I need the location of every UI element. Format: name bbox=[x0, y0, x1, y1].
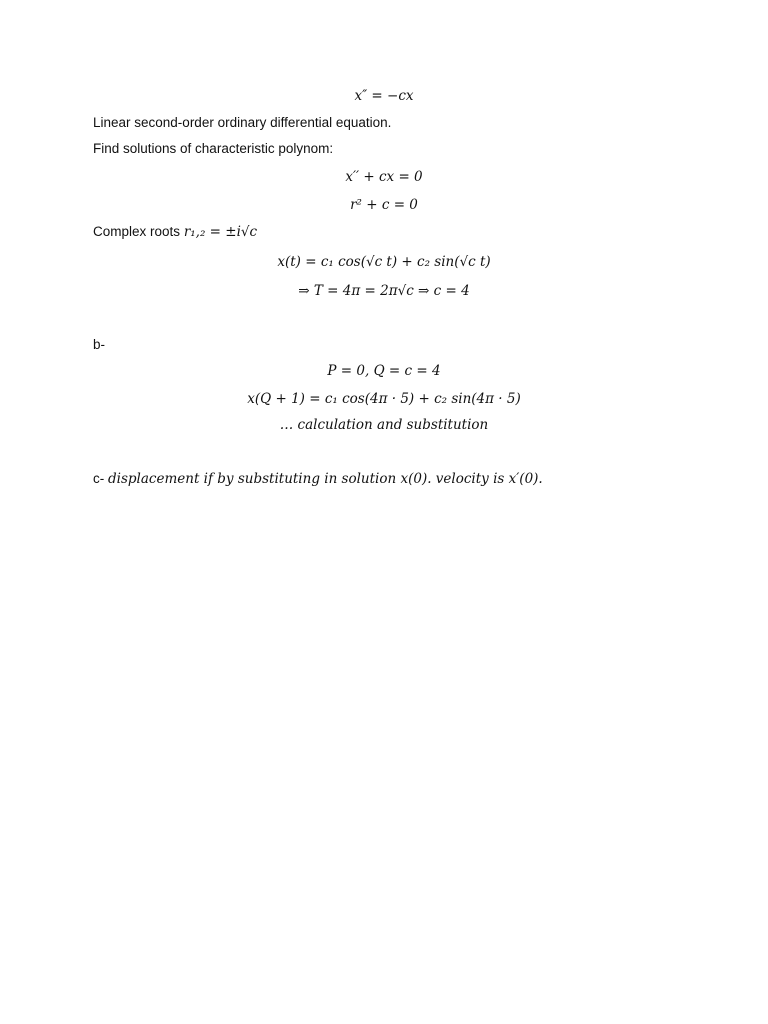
equation-homogeneous: x′′ + cx = 0 bbox=[345, 169, 423, 185]
equation-p-q: P = 0, Q = c = 4 bbox=[327, 363, 441, 379]
equation-substitution: x(Q + 1) = c₁ cos(4π · 5) + c₂ sin(4π · 5) bbox=[247, 391, 521, 407]
section-c-line bbox=[93, 471, 543, 487]
complex-roots-line bbox=[93, 224, 257, 240]
equation-characteristic: r² + c = 0 bbox=[350, 197, 418, 213]
complex-roots-label: Complex roots bbox=[93, 224, 181, 239]
equation-general-solution: x(t) = c₁ cos(√c t) + c₂ sin(√c t) bbox=[277, 254, 491, 270]
section-b-label: b- bbox=[93, 337, 106, 352]
equation-main: x″ = −cx bbox=[354, 88, 414, 104]
section-c-label: c- bbox=[93, 471, 105, 486]
equation-period: ⇒ T = 4π = 2π√c ⇒ c = 4 bbox=[298, 283, 470, 299]
equation-calculation: … calculation and substitution bbox=[279, 417, 489, 433]
text-linear-ode: Linear second-order ordinary differential equation. bbox=[93, 115, 392, 130]
complex-roots-math: r₁,₂ = ±i√c bbox=[183, 224, 258, 240]
text-find-solutions: Find solutions of characteristic polynom: bbox=[93, 141, 334, 156]
section-c-math: displacement if by substituting in solution x(0). velocity is x′(0). bbox=[108, 471, 543, 487]
